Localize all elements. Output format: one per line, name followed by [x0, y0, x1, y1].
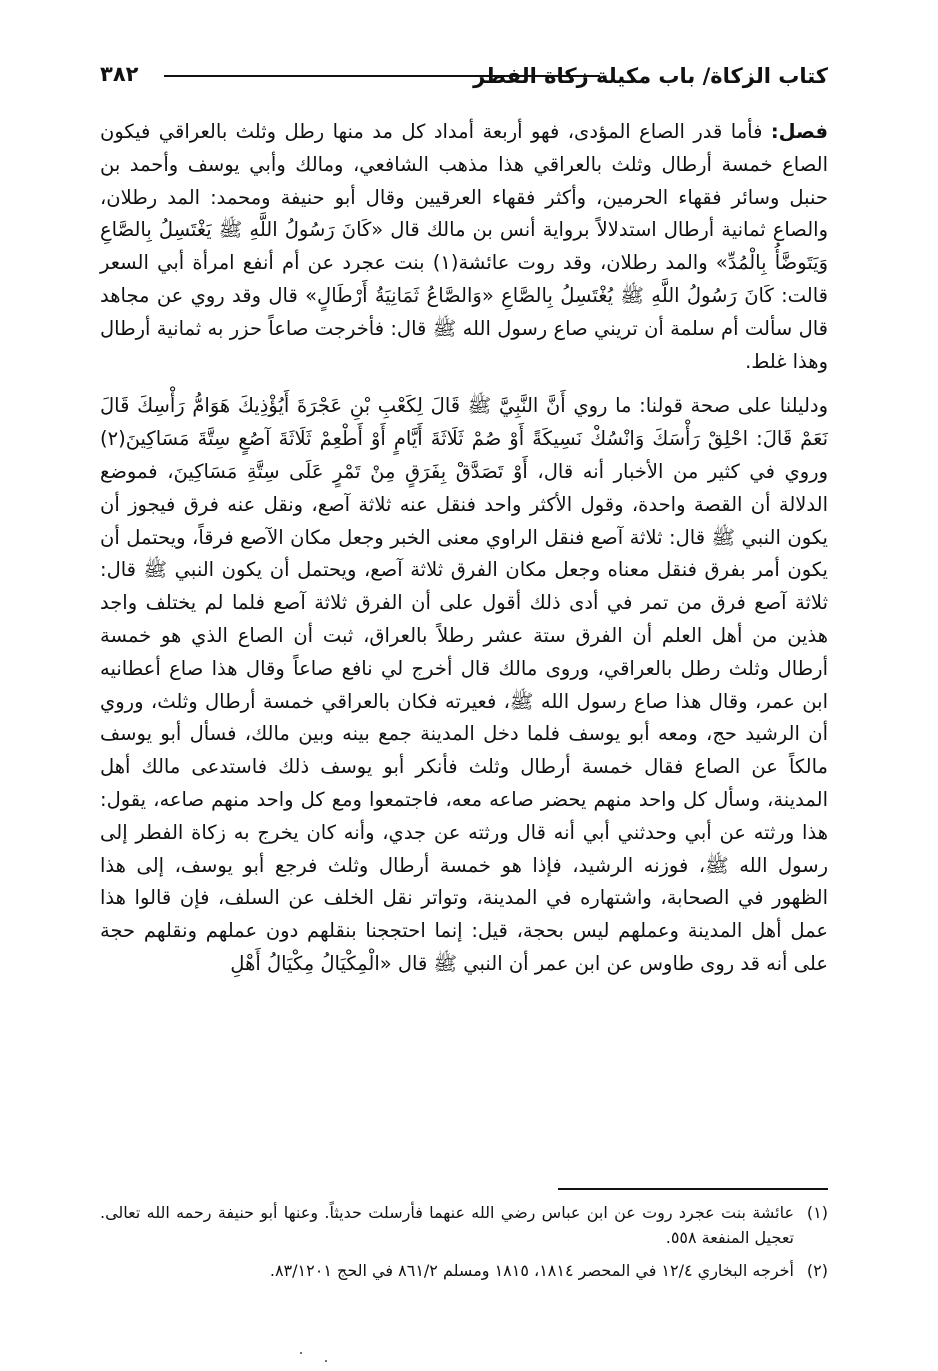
scan-speck — [300, 1352, 302, 1354]
footnote-text: عائشة بنت عجرد روت عن ابن عباس رضي الله عنهما فأرسلت حديثاً. وعنها أبو حنيفة رحمه الله تعالى. تعجيل المنفعة ٥٥٨. — [100, 1203, 794, 1247]
paragraph-2: ودليلنا على صحة قولنا: ما روي أَنَّ النَّبِيَّ ﷺ قَالَ لِكَعْبِ بْنِ عَجْرَةَ أَيُؤْذِيكَ هَوَامُّ رَأْسِكَ قَالَ نَعَمْ قَالَ: احْلِقْ رَأْسَكَ وَانْسُكْ نَسِيكَةً أَوْ صُمْ ثَلَاثَةَ أَيَّامٍ أَوْ أَطْعِمْ ثَلَاثَةَ آصُعٍ سِتَّةَ مَسَاكِينَ(٢) وروي في كثير من الأخبار أنه قال، أَوْ تَصَدَّقْ بِفَرَقٍ مِنْ تَمْرٍ عَلَى سِتَّةِ مَسَاكِينَ، فموضع الدلالة أن القصة واحدة، وقول الأكثر واحد فنقل عنه ثلاثة آصع، ونقل عنه فرق فيجوز أن يكون النبي ﷺ قال: ثلاثة آصع فنقل الراوي معنى الخبر وجعل مكان الآصع فرقاً، ويحتمل أن يكون أمر بفرق فنقل معناه وجعل مكان الفرق ثلاثة آصع، ويحتمل أن يكون النبي ﷺ قال: ثلاثة آصع فرق من تمر في أدى ذلك أقول على أن الفرق ثلاثة آصع فلما لم يختلف واجد هذين من أهل العلم أن الفرق ستة عشر رطلاً بالعراق، ثبت أن الصاع الذي هو خمسة أرطال وثلث رطل بالعراقي، وروى مالك قال أخرج لي نافع صاعاً وقال هذا صاع أعطانيه ابن عمر، وقال هذا صاع رسول الله ﷺ، فعيرته فكان بالعراقي خمسة أرطال وثلث، وروي أن الرشيد حج، ومعه أبو يوسف فلما دخل المدينة جمع بينه وبين مالك، فسأل أبو يوسف مالكاً عن الصاع فقال خمسة أرطال وثلث فأنكر أبو يوسف ذلك فاستدعى مالك أهل المدينة، وسأل كل واحد منهم يحضر صاعه معه، فاجتمعوا ومع كل واحد منهم صاعه، يقول: هذا ورثته عن أبي وحدثني أبي أنه قال ورثته عن جدي، وأنه كان يخرج به زكاة الفطر إلى رسول الله ﷺ، فوزنه الرشيد، فإذا هو خمسة أرطال وثلث فرجع أبو يوسف، إلى هذا الظهور في الصحابة، واشتهاره في المدينة، وتواتر نقل الخلف عن السلف، فإن قالوا هذا عمل أهل المدينة وعملهم ليس بحجة، قيل: إنما احتججنا بنقلهم دون عملهم ونقلهم حجة على أنه قد روى طاوس عن ابن عمر أن النبي ﷺ قال «الْمِكْيَالُ مِكْيَالُ أَهْلِ — [100, 394, 828, 975]
footnote-text: أخرجه البخاري ١٢/٤ في المحصر ١٨١٤، ١٨١٥ ومسلم ٨٦١/٢ في الحج ٨٣/١٢٠١. — [269, 1261, 794, 1280]
footnote-2 — [100, 1258, 828, 1283]
footnote-marker: (١) — [806, 1203, 828, 1222]
page-header — [100, 62, 828, 94]
footnote-1 — [100, 1200, 828, 1250]
footnotes — [100, 1188, 828, 1291]
header-rule — [164, 75, 600, 77]
footnote-marker: (٢) — [806, 1261, 828, 1280]
paragraph-1 — [100, 116, 828, 378]
running-title: كتاب الزكاة/ باب مكيلة زكاة الفطر — [473, 64, 828, 88]
section-lead: فصل: — [770, 120, 829, 143]
paragraph-1-text: فأما قدر الصاع المؤدى، فهو أربعة أمداد كل مد منها رطل وثلث بالعراقي فيكون الصاع خمسة أرطال وثلث بالعراقي هذا مذهب الشافعي، ومالك وأبي يوسف وأحمد بن حنبل وسائر فقهاء الحرمين، وأكثر فقهاء العرقيين وقال أبو حنيفة ومحمد: المد رطلان، والصاع ثمانية أرطال استدلالاً برواية أنس بن مالك قال «كَانَ رَسُولُ اللَّهِ ﷺ يَغْتَسِلُ بِالصَّاعِ وَيَتَوضَّأُ بِالْمُدِّ» والمد رطلان، وقد روت عائشة(١) بنت عجرد عن أم أنفع امرأة أبي السعر قالت: كَانَ رَسُولُ اللَّهِ ﷺ يُغْتَسِلُ بِالصَّاعِ «وَالصَّاعُ ثَمَانِيَةُ أَرْطَالٍ» قال وقد روي عن مجاهد قال سألت أم سلمة أن تريني صاع رسول الله ﷺ قال: فأخرجت صاعاً حزر به ثمانية أرطال وهذا غلط. — [100, 120, 829, 373]
footnote-rule — [558, 1188, 828, 1190]
scan-speck — [325, 1360, 327, 1362]
page-number: ٣٨٢ — [100, 62, 139, 86]
main-text — [100, 116, 828, 981]
